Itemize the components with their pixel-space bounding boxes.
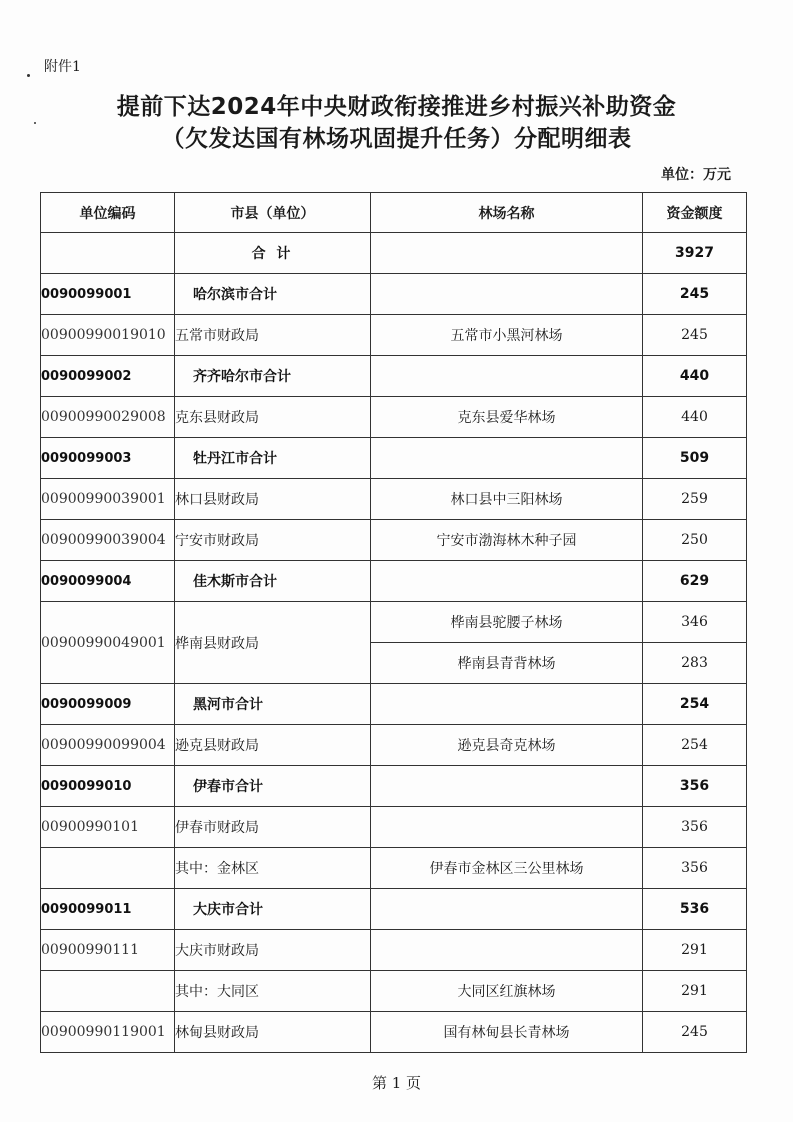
amount: 440: [643, 356, 747, 397]
county-name: 桦南县财政局: [175, 602, 371, 684]
district-name: 其中：大同区: [175, 971, 371, 1012]
table-header-row: [41, 193, 747, 233]
total-label: 合 计: [175, 233, 371, 274]
unit-code: 0090099002: [41, 356, 175, 397]
city-name: 黑河市合计: [175, 684, 371, 725]
city-name: 伊春市合计: [175, 766, 371, 807]
unit-code: [41, 971, 175, 1012]
amount: 254: [643, 725, 747, 766]
farm-name: 国有林甸县长青林场: [371, 1012, 643, 1053]
unit-code: 00900990101: [41, 807, 175, 848]
city-name: 佳木斯市合计: [175, 561, 371, 602]
amount: 356: [643, 848, 747, 889]
district-row: [41, 971, 747, 1012]
amount: 291: [643, 971, 747, 1012]
county-name: 伊春市财政局: [175, 807, 371, 848]
farm-name: 克东县爱华林场: [371, 397, 643, 438]
county-row: [41, 315, 747, 356]
county-name: 大庆市财政局: [175, 930, 371, 971]
district-name: 其中：金林区: [175, 848, 371, 889]
farm-name: [371, 561, 643, 602]
farm-name: 桦南县青背林场: [371, 643, 643, 684]
farm-name: [371, 438, 643, 479]
grand-total-row: [41, 233, 747, 274]
county-row: [41, 397, 747, 438]
unit-code: 0090099003: [41, 438, 175, 479]
city-subtotal-row: [41, 274, 747, 315]
amount: 245: [643, 1012, 747, 1053]
amount: 291: [643, 930, 747, 971]
amount: 536: [643, 889, 747, 930]
county-name: 林口县财政局: [175, 479, 371, 520]
amount: 509: [643, 438, 747, 479]
unit-code: 00900990019010: [41, 315, 175, 356]
amount: 283: [643, 643, 747, 684]
farm-name: 逊克县奇克林场: [371, 725, 643, 766]
city-subtotal-row: [41, 561, 747, 602]
county-row: [41, 807, 747, 848]
page-number: 第 1 页: [371, 1074, 422, 1092]
amount: 356: [643, 807, 747, 848]
farm-name: [371, 356, 643, 397]
unit-label: 单位：万元: [661, 167, 731, 183]
unit-code: 00900990039004: [41, 520, 175, 561]
unit-code: 00900990039001: [41, 479, 175, 520]
city-name: 齐齐哈尔市合计: [175, 356, 371, 397]
county-row: [41, 479, 747, 520]
farm-name: [371, 807, 643, 848]
city-subtotal-row: [41, 889, 747, 930]
farm-name: 宁安市渤海林木种子园: [371, 520, 643, 561]
header-city-county: 市县（单位）: [175, 193, 371, 233]
attachment-label: 附件1: [44, 59, 81, 75]
farm-name: 大同区红旗林场: [371, 971, 643, 1012]
amount: 254: [643, 684, 747, 725]
scan-speck: [27, 74, 30, 77]
farm-name: [371, 930, 643, 971]
total-amount: 3927: [643, 233, 747, 274]
city-name: 牡丹江市合计: [175, 438, 371, 479]
county-name: 林甸县财政局: [175, 1012, 371, 1053]
amount: 440: [643, 397, 747, 438]
county-row: [41, 602, 747, 643]
unit-code: 00900990049001: [41, 602, 175, 684]
county-row: [41, 725, 747, 766]
city-subtotal-row: [41, 438, 747, 479]
unit-code: 0090099009: [41, 684, 175, 725]
county-name: 五常市财政局: [175, 315, 371, 356]
header-farm-name: 林场名称: [371, 193, 643, 233]
unit-code: 00900990111: [41, 930, 175, 971]
farm-name: [371, 766, 643, 807]
unit-code: 0090099011: [41, 889, 175, 930]
county-name: 宁安市财政局: [175, 520, 371, 561]
county-row: [41, 1012, 747, 1053]
unit-code: 0090099004: [41, 561, 175, 602]
unit-code: 00900990099004: [41, 725, 175, 766]
total-code-cell: [41, 233, 175, 274]
amount: 346: [643, 602, 747, 643]
farm-name: 五常市小黑河林场: [371, 315, 643, 356]
farm-name: [371, 889, 643, 930]
farm-name: [371, 684, 643, 725]
amount: 245: [643, 315, 747, 356]
header-amount: 资金额度: [643, 193, 747, 233]
unit-code: 0090099001: [41, 274, 175, 315]
unit-code: 0090099010: [41, 766, 175, 807]
city-name: 大庆市合计: [175, 889, 371, 930]
amount: 250: [643, 520, 747, 561]
unit-code: 00900990119001: [41, 1012, 175, 1053]
total-farm-cell: [371, 233, 643, 274]
farm-name: [371, 274, 643, 315]
city-subtotal-row: [41, 766, 747, 807]
unit-code: [41, 848, 175, 889]
amount: 356: [643, 766, 747, 807]
header-unit-code: 单位编码: [41, 193, 175, 233]
document-title-line-2: （欠发达国有林场巩固提升任务）分配明细表: [161, 126, 632, 152]
amount: 629: [643, 561, 747, 602]
amount: 259: [643, 479, 747, 520]
farm-name: 桦南县驼腰子林场: [371, 602, 643, 643]
document-title-line-1: 提前下达2024年中央财政衔接推进乡村振兴补助资金: [116, 94, 677, 120]
city-name: 哈尔滨市合计: [175, 274, 371, 315]
allocation-table: [40, 192, 747, 1053]
unit-code: 00900990029008: [41, 397, 175, 438]
farm-name: 林口县中三阳林场: [371, 479, 643, 520]
district-row: [41, 848, 747, 889]
city-subtotal-row: [41, 356, 747, 397]
county-name: 逊克县财政局: [175, 725, 371, 766]
farm-name: 伊春市金林区三公里林场: [371, 848, 643, 889]
city-subtotal-row: [41, 684, 747, 725]
county-row: [41, 520, 747, 561]
county-name: 克东县财政局: [175, 397, 371, 438]
county-row: [41, 930, 747, 971]
amount: 245: [643, 274, 747, 315]
